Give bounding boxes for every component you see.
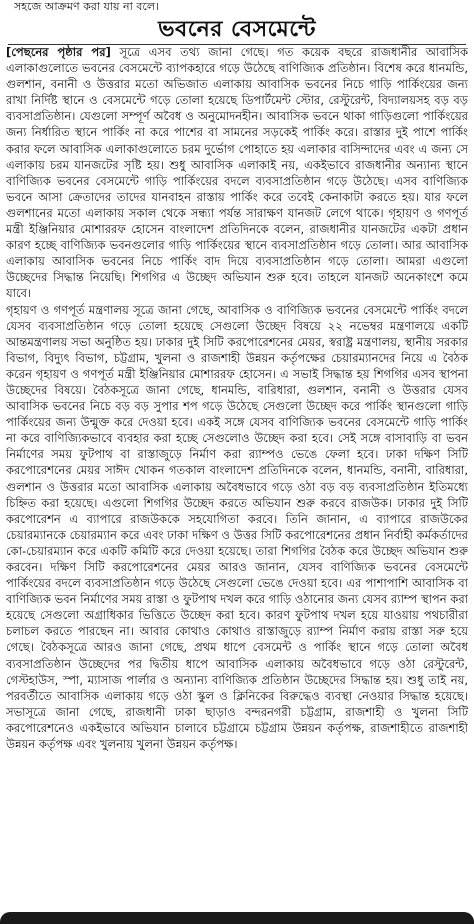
article-paragraph-2: গৃহায়ণ ও গণপূর্ত মন্ত্রণালয় সূত্রে জানা গেছে, আবাসিক ও বাণিজ্যিক ভবনের বেসমেন্টে পার্কিং বদলে যেসব ব্যবসাপ্রতিষ্ঠান গড়ে তোলা হয়েছে সেগুলো উচ্ছেদ বিষয়ে ২২ নভেম্বর মন্ত্রণালয়ে একটি আন্তমন্ত্রণালয় সভা অনুষ্ঠিত হয়। ঢাকার দুই সিটি করপোরেশনের মেয়র, স্বরাষ্ট্র মন্ত্রণালয়, স্থানীয় সরকার বিভাগ, বিদ্যুৎ বিভাগ, চট্টগ্রাম, খুলনা ও রাজশাহী উন্নয়ন কর্তৃপক্ষের চেয়ারম্যানদের নিয়ে এ বৈঠক করেন গৃহায়ণ ও গণপূর্ত মন্ত্রী ইঞ্জিনিয়ার মোশাররফ হোসেন। এ সভাই সিদ্ধান্ত হয় শিগগির এসব স্থাপনা উচ্ছেদের বিষয়ে। বৈঠকসূত্রে জানা গেছে, ধানমন্ডি, বারিধারা, গুলশান, বনানী ও উত্তরার যেসব আবাসিক ভবনের নিচে বড় বড় সুপার শপ গড়ে উঠেছে সেগুলো উচ্ছেদ করে পার্কিং স্থানগুলো গাড়ি পার্কিংয়ের জন্য উন্মুক্ত করে দেওয়া হবে। একই সঙ্গে যেসব বাণিজ্যিক ভবনের বেসমেন্টে গাড়ি পার্কিং না করে বাণিজ্যিকভাবে ব্যবহার করা হচ্ছে সেগুলোও উচ্ছেদ করা হবে। সেই সঙ্গে বাসাবাড়ি বা ভবন নির্মাণের সময় ফুটপাথ বা রাস্তাজুড়ে নির্মাণ করা র‌্যাম্পও ভেঙে ফেলা হবে। ঢাকা দক্ষিণ সিটি করপোরেশনের মেয়র সাঈদ খোকন গতকাল বাংলাদেশ প্রতিদিনকে বলেন, ধানমন্ডি, বনানী, বারিধারা, গুলশান ও উত্তরার মতো আবাসিক এলাকায় অবৈধভাবে গড়ে ওঠা বড় বড় ব্যবসাপ্রতিষ্ঠান ইতিমধ্যে চিহ্নিত করা হয়েছে। এগুলো শিগগির উচ্ছেদ করতে অভিযান শুরু করবে রাজউক। ঢাকার দুই সিটি করপোরেশন এ ব্যাপারে রাজউককে সহযোগিতা করবে। তিনি জানান, এ ব্যাপারে রাজউকের চেয়ারম্যানকে চেয়ারম্যান করে এবং ঢাকা দক্ষিণ ও উত্তর সিটি করপোরেশনের প্রধান নির্বাহী কর্মকর্তাদের কো-চেয়ারম্যান করে একটি কমিটি করে দেওয়া হয়েছে। তারা শিগগির বৈঠক করে উচ্ছেদ অভিযান শুরু করবেন। দক্ষিণ সিটি করপোরেশনের মেয়র আরও জানান, যেসব বাণিজ্যিক ভবনের বেসমেন্টে পার্কিংয়ের বদলে ব্যবসাপ্রতিষ্ঠান গড়ে উঠেছে সেগুলো ভেঙে দেওয়া হবে। এর পাশাপাশি আবাসিক বা বাণিজ্যিক ভবন নির্মাণের সময় রাস্তা ও ফুটপাথ দখল করে গাড়ি ওঠানোর জন্য যেসব র‌্যাম্প স্থাপন করা হয়েছে সেগুলো অগ্রাধিকার ভিত্তিতে উচ্ছেদ করা হবে। কারণ ফুটপাথ দখল হয়ে যাওয়ায় পথচারীরা চলাচল করতে পারছেন না। আবার কোথাও কোথাও রাস্তাজুড়ে র‌্যাম্প নির্মাণ করায় রাস্তা সরু হয়ে গেছে। বৈঠকসূত্রে আরও জানা গেছে, প্রথম ধাপে বেসমেন্ট ও পার্কিং স্থানে গড়ে তোলা অবৈধ ব্যবসাপ্রতিষ্ঠান উচ্ছেদের পর দ্বিতীয় ধাপে আবাসিক এলাকায় অবৈধভাবে গড়ে ওঠা রেস্টুরেন্ট, গেস্টহাউস, স্পা, ম্যাসাজ পার্লার ও অন্যান্য বাণিজ্যিক প্রতিষ্ঠান উচ্ছেদের সিদ্ধান্ত হয়। শুধু তাই নয়, পরবর্তীতে আবাসিক এলাকায় গড়ে ওঠা স্কুল ও ক্লিনিকের বিরুদ্ধেও ব্যবস্থা নেওয়ার সিদ্ধান্ত হয়েছে। সভাসূত্রে জানা গেছে, রাজধানী ঢাকা ছাড়াও বন্দরনগরী চট্টগ্রাম, রাজশাহী ও খুলনা সিটি করপোরেশনেও একইভাবে অভিযান চালাবে চট্টগ্রামে চট্টগ্রাম উন্নয়ন কর্তৃপক্ষ, রাজশাহীতে রাজশাহী উন্নয়ন কর্তৃপক্ষ এবং খুলনায় খুলনা উন্নয়ন কর্তৃপক্ষ। — [6, 302, 468, 752]
page-bottom-bar — [0, 912, 474, 924]
paragraph-text-1: সূত্রে এসব তথ্য জানা গেছে। গত কয়েক বছরে রাজধানীর আবাসিক এলাকাগুলোতে ভবনের বেসমেন্টে ব্যাপকহারে গড়ে উঠেছে বাণিজ্যিক প্রতিষ্ঠান। বিশেষ করে ধানমন্ডি, গুলশান, বনানী ও উত্তরার মতো অভিজাত এলাকায় আবাসিক ভবনের নিচে গাড়ি পার্কিংয়ের জন্য রাখা নির্দিষ্ট স্থানে ও বেসমেন্টে গড়ে তোলা হয়েছে ডিপার্টমেন্ট স্টোর, রেস্টুরেন্ট, বিদ্যালয়সহ বড় বড় ব্যবসাপ্রতিষ্ঠান। যেগুলো সম্পূর্ণ অবৈধ ও অনুমোদনহীন। আবাসিক ভবনে থাকা গাড়িগুলো পার্কিংয়ের জন্য নির্ধারিত স্থানে পার্কিং না করে পাশের বা সামনের সড়কেই পার্কিং করে। রাস্তার দুই পাশে পার্কিং করার ফলে আবাসিক এলাকাগুলোতে চরম দুর্ভোগ পোহাতে হয় এলাকার বাসিন্দাদের এবং এ জন্য সে এলাকায় চরম যানজটের সৃষ্টি হয়। শুধু আবাসিক এলাকাই নয়, একইভাবে রাজধানীর অন্যান্য স্থানে বাণিজ্যিক ভবনের বেসমেন্টে গাড়ি পার্কিংয়ের বদলে ব্যবসাপ্রতিষ্ঠান গড়ে উঠেছে। এসব বাণিজ্যিক ভবনে আসা ক্রেতাদের তাদের যানবাহন রাস্তায় পার্কিং করে তবেই কেনাকাটা করতে হয়। যার ফলে গুলশানের মতো এলাকায় সকাল থেকে সন্ধ্যা পর্যন্ত সারাক্ষণ যানজট লেগে থাকে। গৃহায়ণ ও গণপূর্ত মন্ত্রী ইঞ্জিনিয়ার মোশাররফ হোসেন বাংলাদেশ প্রতিদিনকে বলেন, রাজধানীর যানজটের একটা প্রধান কারণ হচ্ছে বাণিজ্যিক ভবনগুলোর গাড়ি পার্কিংয়ের স্থানে ব্যবসাপ্রতিষ্ঠান গড়ে তোলা। আর আবাসিক এলাকায় আবাসিক ভবনের নিচে পার্কিং বাদ দিয়ে ব্যবসাপ্রতিষ্ঠান গড়ে তোলা। আমরা এগুলো উচ্ছেদের সিদ্ধান্ত নিয়েছি। শিগগির এ উচ্ছেদ অভিযান শুরু হবে। তাহলে যানজট অনেকাংশে কমে যাবে। — [6, 45, 468, 301]
previous-article-fragment: সহজে আক্রমণ করা যায় না বলে। — [14, 0, 159, 13]
article-paragraph-1 — [6, 44, 468, 302]
article-body — [6, 44, 468, 906]
continuation-marker: [পেছনের পৃষ্ঠার পর] — [6, 45, 111, 59]
article-headline: ভবনের বেসমেন্টে — [158, 16, 316, 42]
